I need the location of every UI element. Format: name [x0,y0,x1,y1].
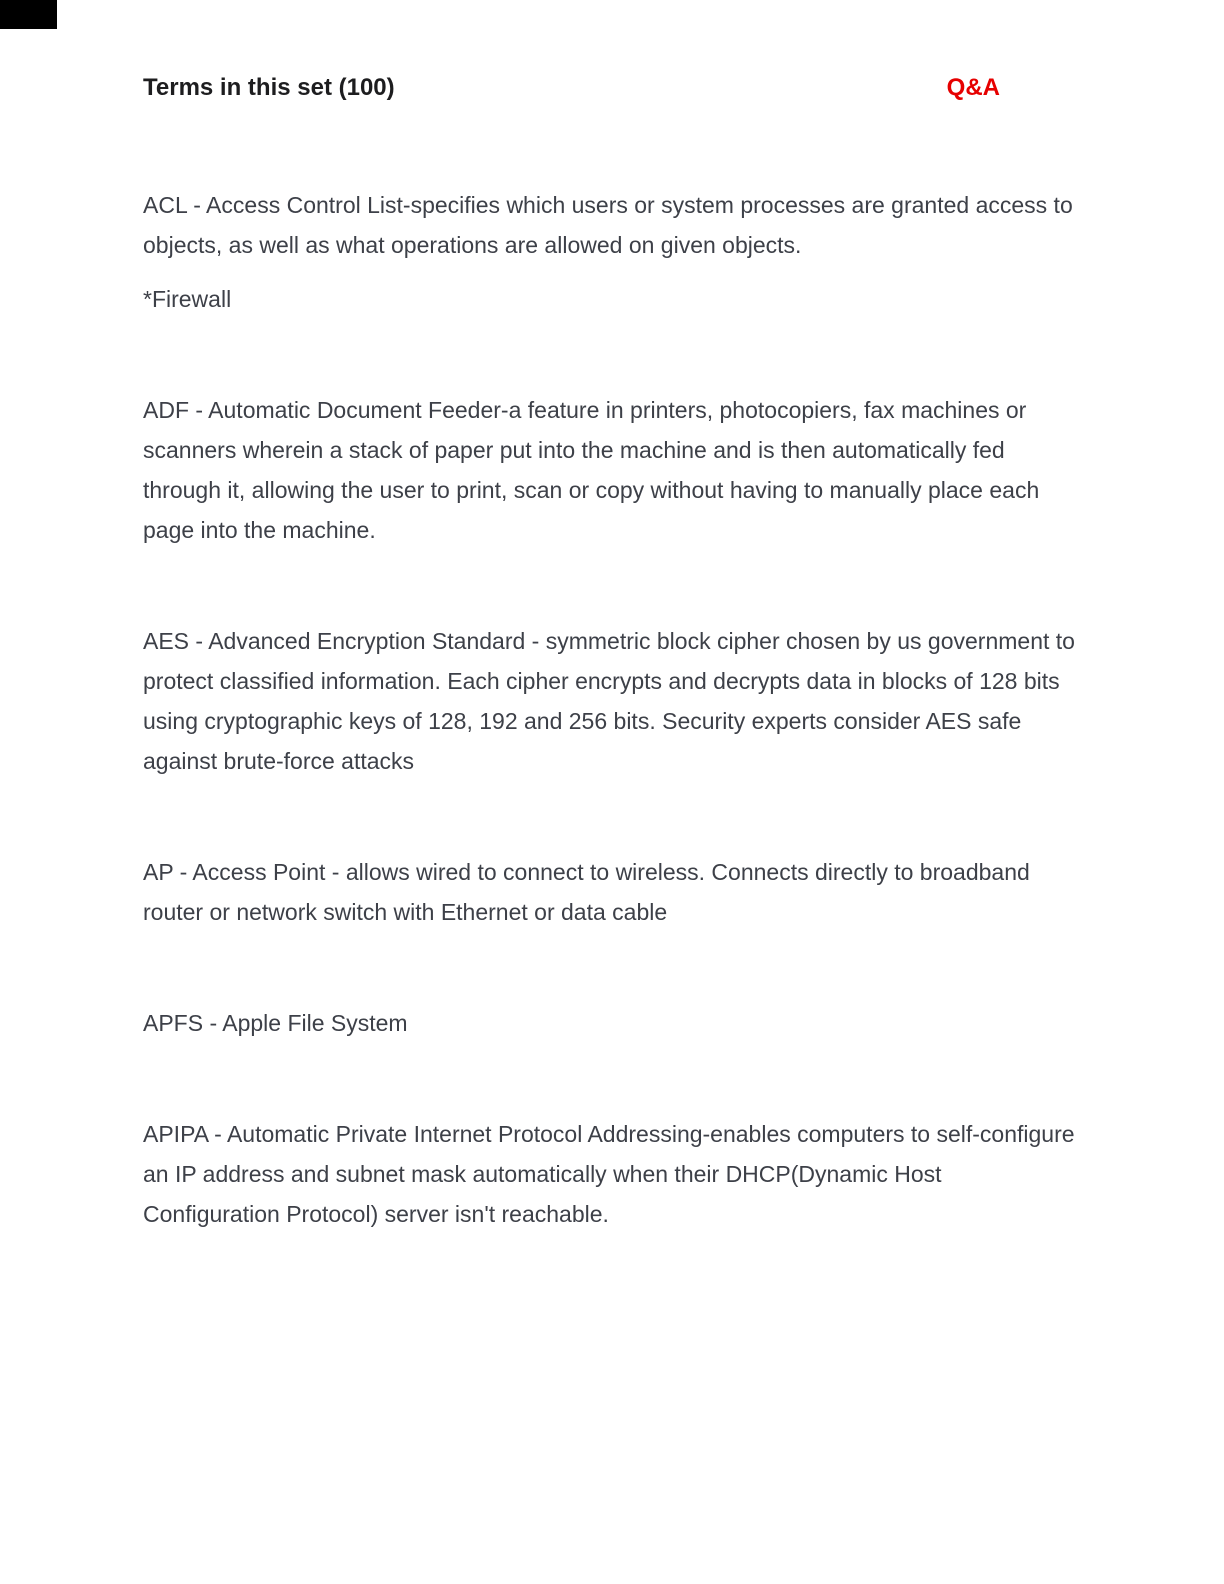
term-definition: ADF - Automatic Document Feeder-a feature in printers, photocopiers, fax machines or scanners wherein a stack of paper put into the machine and is then automatically fed through it, allowing the user to print, scan or copy without having to manually place each page into the machine. [143,397,1040,543]
qa-link[interactable]: Q&A [946,74,1000,101]
terms-list [143,185,1083,1234]
term-card-ap [143,852,1083,932]
term-answer: *Firewall [143,286,232,312]
term-card-aes [143,621,1083,781]
term-definition: AP - Access Point - allows wired to connect to wireless. Connects directly to broadband router or network switch with Ethernet or data cable [143,859,1030,925]
term-card-adf [143,390,1083,550]
term-card-acl [143,185,1083,319]
term-card-apipa [143,1114,1083,1234]
term-definition: AES - Advanced Encryption Standard - symmetric block cipher chosen by us government to protect classified information. Each cipher encrypts and decrypts data in blocks of 128 bits using cryptographic keys of 128, 192 and 256 bits. Security experts consider AES safe against brute-force attacks [143,628,1075,774]
term-definition: ACL - Access Control List-specifies which users or system processes are granted access to objects, as well as what operations are allowed on given objects. [143,192,1073,258]
top-left-black-bar [0,0,57,29]
page-header [143,72,1000,104]
term-definition: APIPA - Automatic Private Internet Protocol Addressing-enables computers to self-configure an IP address and subnet mask automatically when their DHCP(Dynamic Host Configuration Protocol) server isn't reachable. [143,1121,1075,1227]
term-card-apfs [143,1003,1083,1043]
term-definition: APFS - Apple File System [143,1010,408,1036]
terms-set-title: Terms in this set (100) [143,74,395,101]
